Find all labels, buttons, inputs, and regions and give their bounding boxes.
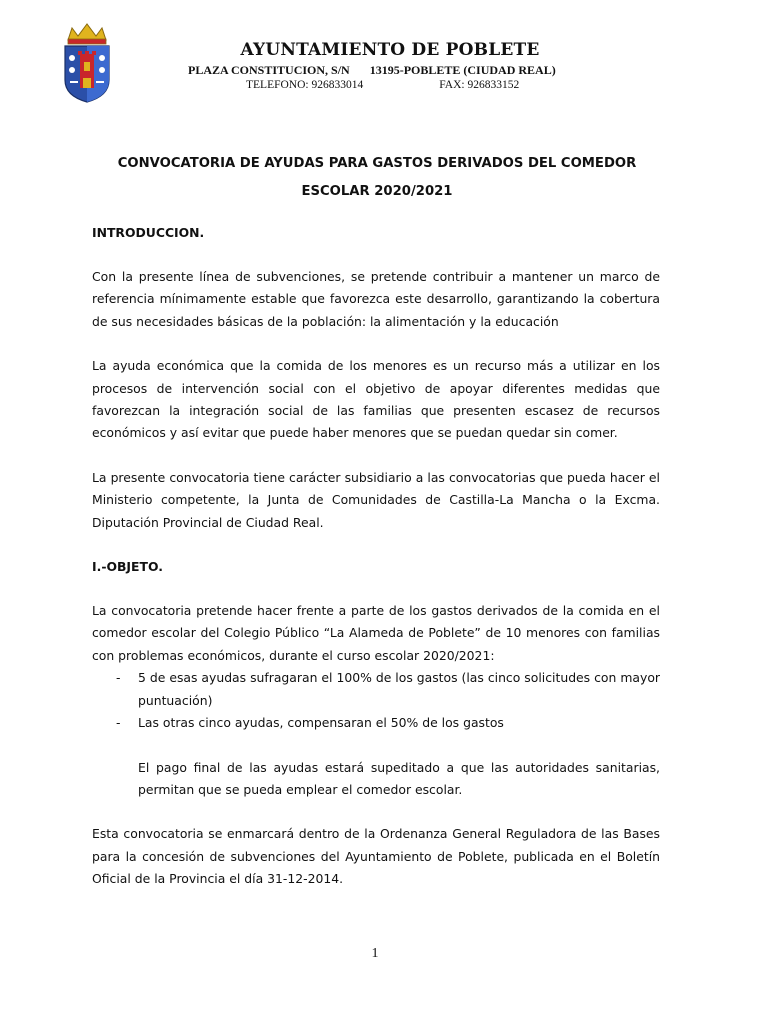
list-item: - Las otras cinco ayudas, compensaran el 50% de los gastos [92,712,660,734]
organization-title: AYUNTAMIENTO DE POBLETE [240,40,540,60]
intro-paragraph-2: La ayuda económica que la comida de los menores es un recurso más a utilizar en los procesos de intervención social con el objetivo de apoyar diferentes medidas que favorezcan la integración social de las familias que presenten escasez de recursos económicos y así evitar que puede haber menores que se puedan quedar sin comer. [92,358,660,441]
objeto-list [92,667,660,734]
postal-city: 13195-POBLETE (CIUDAD REAL) [369,63,556,77]
document-title: CONVOCATORIA DE AYUDAS PARA GASTOS DERIVADOS DEL COMEDOR ESCOLAR 2020/2021 [117,156,637,199]
objeto-heading: I.-OBJETO. [92,559,163,575]
document-body [92,222,660,913]
fax: FAX: 926833152 [439,79,520,91]
objeto-note: El pago final de las ayudas estará supeditado a que las autoridades sanitarias, permitan que se pueda emplear el comedor escolar. [138,759,660,797]
municipal-coat-of-arms-icon [60,22,114,104]
closing-paragraph: Esta convocatoria se enmarcará dentro de la Ordenanza General Reguladora de las Bases para la concesión de subvenciones del Ayuntamiento de Poblete, publicada en el Boletín Oficial de la Provincia el día 31-12-2014. [92,826,660,887]
page-number: 1 [371,946,379,961]
organization-address [188,63,556,78]
intro-heading: INTRODUCCION. [92,225,205,240]
organization-contact [246,79,519,91]
street-address: PLAZA CONSTITUCION, S/N [188,63,350,77]
telephone: TELEFONO: 926833014 [246,79,364,91]
intro-paragraph-3: La presente convocatoria tiene carácter subsidiario a las convocatorias que pueda hacer el Ministerio competente, la Junta de Comunidades de Castilla-La Mancha o la Excma. Diputación Provincial de Ciudad Real. [92,469,660,530]
intro-paragraph-1: Con la presente línea de subvenciones, se pretende contribuir a mantener un marco de referencia mínimamente estable que favorezca este desarrollo, garantizando la cobertura de sus necesidades básicas de la población: la alimentación y la educación [92,269,660,329]
list-item: - 5 de esas ayudas sufragaran el 100% de los gastos (las cinco solicitudes con mayor puntuación) [92,667,660,712]
objeto-paragraph: La convocatoria pretende hacer frente a parte de los gastos derivados de la comida en el comedor escolar del Colegio Público “La Alameda de Poblete” de 10 menores con familias con problemas económicos, durante el curso escolar 2020/2021: [92,603,660,663]
